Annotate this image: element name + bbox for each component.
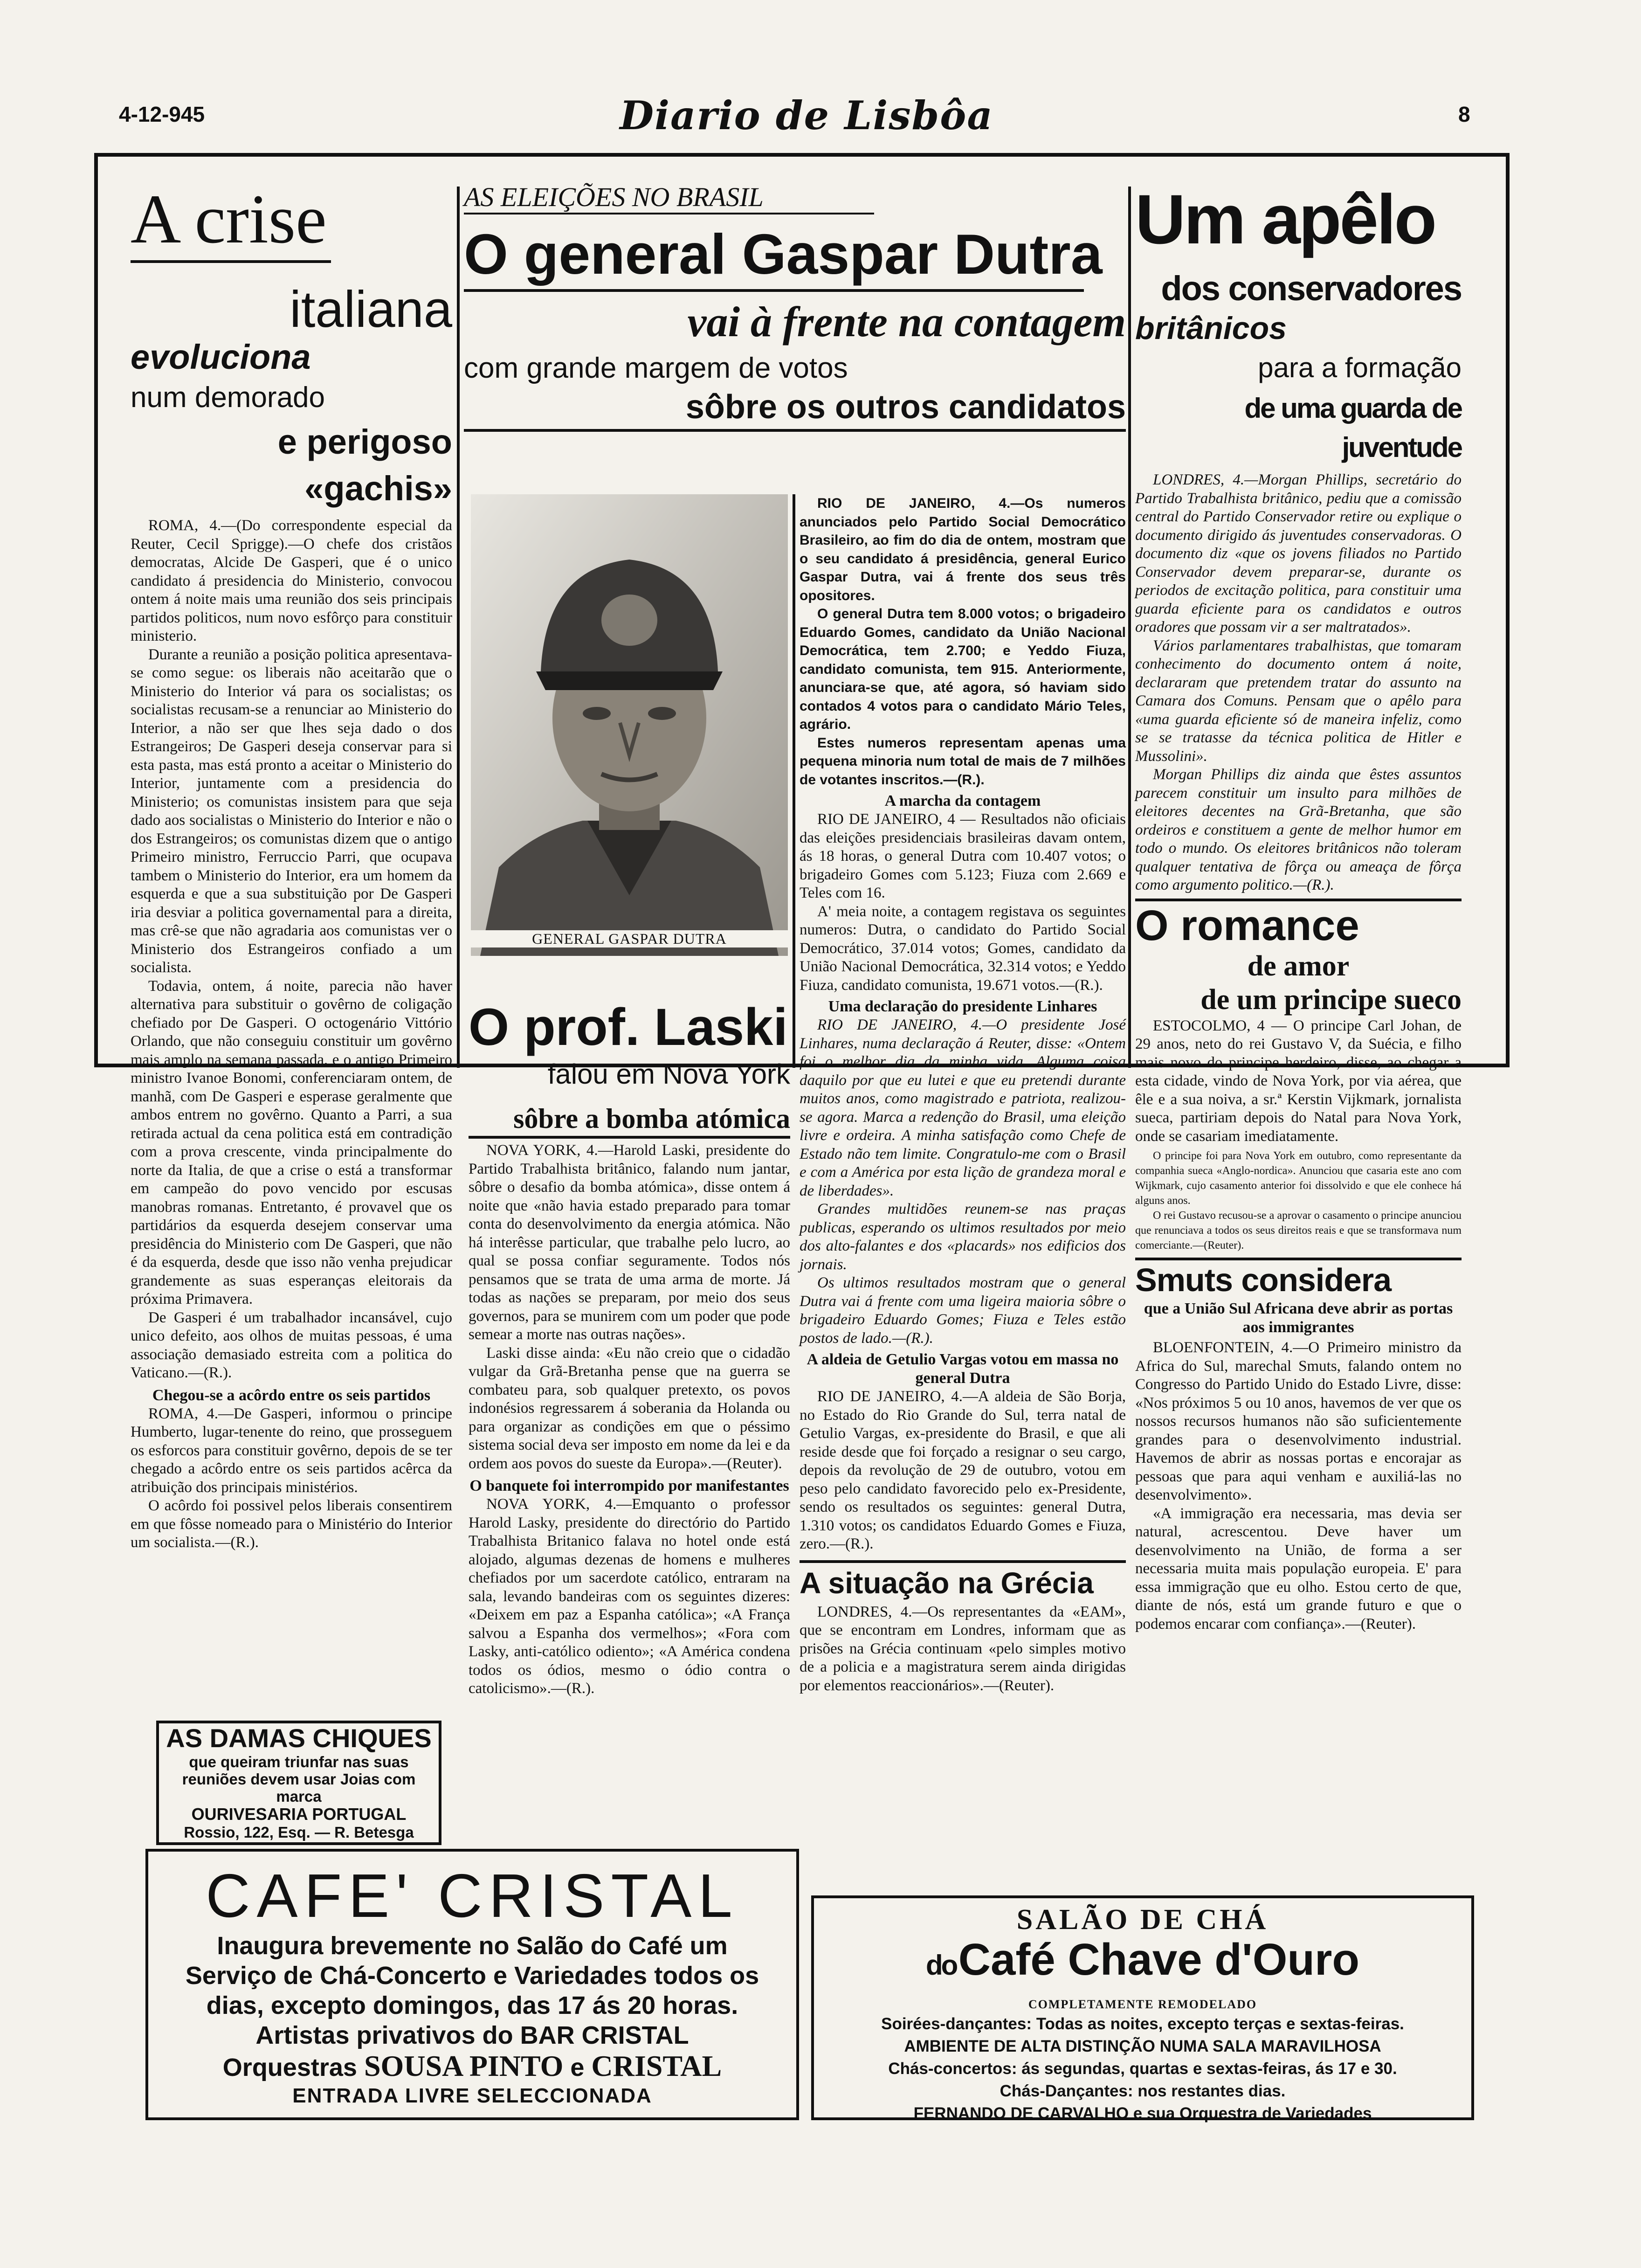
paragraph: RIO DE JANEIRO, 4.—Os numeros anunciados pelo Partido Social Democrático Brasileiro, ao fim do dia de ontem, mostram que o seu candidato á presidência, general Eurico Gaspar Dutra, vai á frente dos seus três opositores.	[800, 496, 1126, 603]
ad-title-top: SALÃO DE CHÁ	[1016, 1904, 1269, 1936]
ad-text: e	[570, 2054, 585, 2081]
headline-rule	[131, 260, 331, 263]
ad-title-row	[814, 1936, 1471, 1996]
headline-a-crise: A crise	[131, 180, 327, 258]
headline-formacao: para a formação	[1258, 352, 1462, 383]
article-body	[800, 1016, 1126, 1348]
paragraph: O acôrdo foi possivel pelos liberais consentirem em que fôsse nomeado para o Ministério do Interior um socialista.—(R.).	[131, 1497, 452, 1551]
ad-title: AS DAMAS CHIQUES	[166, 1723, 432, 1753]
headline-rule	[464, 429, 1126, 432]
ad-line: marca	[276, 1788, 322, 1805]
article-body	[800, 1388, 1126, 1554]
paragraph: Vários parlamentares trabalhistas, que tomaram conhecimento do documento ontem á noite, declararam que pretendem tratar do assunto na Camara dos Comuns. Pensam que o apêlo para «uma guarda eficiente só de maneira infeliz, como se se tratasse da técnica politica de Hitler e Mussolini».	[1135, 637, 1462, 765]
ad-cafe-cristal	[145, 1849, 799, 2120]
photo-general-dutra	[471, 494, 788, 956]
paragraph: Durante a reunião a posição politica apresentava-se como segue: os liberais não aceitarão que o Ministerio do Interior vá para os socialistas; os socialistas recusam-se a renunciar ao Ministerio do Interior, a não ser que lhes seja dado o dos Estrangeiros; De Gasperi deseja conservar para si esta pasta, mas está pronto a aceitar o Ministerio do Interior, juntamente com a presidencia do Ministerio; os comunistas insistem para que seja dado aos socialistas o Ministerio do Interior e não o dos Estrangeiros; os comunistas dizem que o antigo Primeiro ministro, Ferruccio Parri, que ocupava tambem o Ministerio do Interior, era um homem da esquerda e que a sua substituição por De Gasperi iria desviar a politica governamental para a direita, mas crê-se que não agradaria aos comunistas ver o Ministerio dos Estrangeiros confiado a um socialista.	[131, 646, 452, 976]
issue-date: 4-12-945	[119, 102, 205, 126]
column-rule-2	[1128, 187, 1131, 1068]
ad-line: FERNANDO DE CARVALHO e sua Orquestra de Variedades	[913, 2104, 1372, 2123]
headline-rule	[464, 289, 1084, 292]
ad-line: Chás-Dançantes: nos restantes dias.	[1000, 2082, 1286, 2100]
ad-text: SOUSA PINTO	[364, 2049, 564, 2082]
article-brazil-elections-body	[800, 494, 1126, 1695]
ad-line: que queiram triunfar nas suas	[189, 1753, 409, 1770]
ad-line: Soirées-dançantes: Todas as noites, excepto terças e sextas-feiras.	[881, 2015, 1404, 2033]
headline-outros-candidatos: sôbre os outros candidatos	[685, 388, 1126, 426]
paragraph: O principe foi para Nova York em outubro, como representante da companhia sueca «Anglo-nordica». Anunciou que casaria este ano com Wijkmark, cujo casamento anterior foi dissolvido e que ele conhece há alguns anos.	[1135, 1150, 1462, 1207]
headline-perigoso-gachis: e perigoso «gachis»	[277, 422, 452, 508]
paragraph: «A immigração era necessaria, mas devia ser natural, acrescentou. Deve haver um desenvolvimento na União, de forma a ser necessaria muita mais população europeia. E' para essa immigração que eu olho. Estou certo de que, diante de nós, está um grande futuro e que o podemos encarar com confiança».—(Reuter).	[1135, 1505, 1462, 1632]
headline-italiana: italiana	[290, 281, 452, 338]
subheading-acordo: Chegou-se a acôrdo entre os seis partidos	[152, 1386, 431, 1404]
paragraph: O general Dutra tem 8.000 votos; o brigadeiro Eduardo Gomes, candidato da União Nacional Democrática, tem 2.700; e Yeddo Fiuza, candidato comunista, tem 915. Anteriormente, anunciara-se que, até agora, só haviam sido contados 4 votos para o candidato Mário Teles, agrário.	[800, 606, 1126, 732]
subheading-linhares: Uma declaração do presidente Linhares	[828, 998, 1097, 1015]
article-body	[1135, 1339, 1462, 1633]
article-body	[800, 810, 1126, 995]
portrait-image	[471, 494, 788, 956]
ad-line: dias, excepto domingos, das 17 ás 20 horas.	[206, 1991, 738, 2019]
article-laski	[469, 998, 790, 1698]
paragraph: NOVA YORK, 4.—Harold Laski, presidente do Partido Trabalhista britânico, falando num jantar, sôbre o desafio da bomba atómica», disse ontem á noite que «não havia estado preparado para tomar conta do desenvolvimento da energia atómica. Não há interêsse particular, que trabalhe pelo lucro, ao qual se possa confiar seguramente. Todos nós pensamos que se trata de uma arma de morte. Já todas as nações se preparam, por meio dos seus governos, para se munirem com um poder que pode semear a morte nas outras nações».	[469, 1142, 790, 1343]
paragraph: RIO DE JANEIRO, 4.—O presidente José Linhares, numa declaração á Reuter, disse: «Ontem foi o melhor dia da minha vida. Alguma coisa daquilo por que eu lutei e que eu pretendi durante muitos anos, como magistrado e patriota, realizou-se agora. Marca a redenção do Brasil, uma eleição livre e ordeira. A minha satisfação como Chefe de Estado não tem limite. Congratulo-me com o Brasil e com a América por esta lição de grandeza moral e de liberdades».	[800, 1016, 1126, 1199]
article-body	[469, 1141, 790, 1473]
ad-text: Orquestras	[222, 2054, 357, 2081]
headline-smuts: Smuts considera	[1135, 1262, 1392, 1298]
newspaper-masthead: Diario de Lisbôa	[620, 92, 993, 138]
article-brazil-elections	[464, 182, 1126, 432]
paragraph: LONDRES, 4.—Morgan Phillips, secretário do Partido Trabalhista britânico, pediu que a comissão central do Partido Conservador retire ou explique o documento dirigido ás juventudes conservadoras. O documento diz «que os jovens filiados no Partido Conservador devem preparar-se, durante os periodos de excitação politica, para constituir uma guarda eficiente para os candidatos e outros oradores que possam vir a ser maltratados».	[1135, 471, 1462, 636]
ad-line: Inaugura brevemente no Salão do Café um	[217, 1932, 728, 1960]
article-body-small	[1135, 1148, 1462, 1253]
ad-text: CRISTAL	[591, 2049, 722, 2082]
article-body-2	[469, 1495, 790, 1698]
headline-grecia: A situação na Grécia	[800, 1566, 1094, 1600]
ad-line: Rossio, 122, Esq. — R. Betesga	[184, 1824, 414, 1841]
article-italian-crisis	[131, 182, 452, 1552]
headline-rule	[469, 1136, 790, 1139]
ad-line: Chás-concertos: ás segundas, quartas e sextas-feiras, ás 17 e 30.	[888, 2060, 1397, 2078]
subheading-getulio: A aldeia de Getulio Vargas votou em massa no general Dutra	[807, 1351, 1119, 1387]
paragraph: RIO DE JANEIRO, 4 — Resultados não oficiais das eleições presidenciais brasileiras davam ontem, ás 18 horas, o general Dutra com 10.407 votos; o brigadeiro Gomes com 5.123; Fiuza com 2.669 e Teles com 16.	[800, 811, 1126, 901]
paragraph: ROMA, 4.—De Gasperi, informou o principe Humberto, lugar-tenente do reino, que prosseguem os esforcos para constituir govêrno, depois de se ter chegado a acôrdo entre os seis partidos acêrca da atribuição dos principais ministérios.	[131, 1405, 452, 1496]
ad-line-orquestras	[148, 2050, 796, 2083]
ad-line: AMBIENTE DE ALTA DISTINÇÃO NUMA SALA MARAVILHOSA	[904, 2037, 1381, 2055]
ad-line: Artistas privativos do BAR CRISTAL	[255, 2021, 689, 2049]
article-lead	[800, 494, 1126, 789]
column-rule-1	[457, 187, 460, 1068]
paragraph: NOVA YORK, 4.—Emquanto o professor Harold Lasky, presidente do directório do Partido Trabalhista Britanico falava no hotel onde está alojado, algumas dezenas de homens e mulheres chefiados por um sacerdote católico, entraram na sala, levando bandeiras com os seguintes dizeres: «Deixem em paz a Espanha católica»; «A França salvou a Espanha dos vermelhos»; «Fora com Lasky, anti-católico odiento»; «A América condena todos os ódios, mesmo o ódio contra o catolicismo».—(R.).	[469, 1496, 790, 1697]
headline-nova-york: falou em Nova York	[547, 1058, 790, 1090]
subheading-banquete: O banquete foi interrompido por manifestantes	[469, 1477, 789, 1494]
column-rule-3	[793, 494, 795, 1068]
article-body	[131, 517, 452, 1383]
paragraph: BLOENFONTEIN, 4.—O Primeiro ministro da Africa do Sul, marechal Smuts, falando ontem no Congresso do Partido Unido do Estado Livre, disse: «Nos próximos 5 ou 10 anos, havemos de ver que os nossos recursos humanos não são suficientemente grandes para o desenvolvimento industrial. Havemos de abrir as nossas portas e encorajar as pessoas que para aqui venham e auxiliá-las no desenvolvimento».	[1135, 1339, 1462, 1503]
paragraph: Os ultimos resultados mostram que o general Dutra vai á frente com uma ligeira maioria sôbre o brigadeiro Eduardo Gomes; Fiuza e Teles estão postos de lado.—(R.).	[800, 1274, 1126, 1347]
headline-de-amor: de amor	[1247, 950, 1350, 982]
subheading-smuts: que a União Sul Africana deve abrir as portas aos immigrantes	[1144, 1300, 1453, 1336]
headline-romance: O romance	[1135, 901, 1359, 949]
paragraph: O rei Gustavo recusou-se a aprovar o casamento o principe anunciou que renunciava a todos os seus direitos reais e que se transformava num comerciante.—(Reuter).	[1135, 1210, 1462, 1252]
paragraph: A' meia noite, a contagem registava os seguintes numeros: Dutra, o candidato do Partido Social Democrático, 37.014 votos; Gomes, candidato da União Nacional Democrática, 32.314 votos; e Yeddo Fiuza, candidato comunista, 19.671 votos.—(R.).	[800, 903, 1126, 994]
ad-line: Serviço de Chá-Concerto e Variedades todos os	[185, 1962, 759, 1990]
article-conservatives	[1135, 182, 1462, 1633]
paragraph: Laski disse ainda: «Eu não creio que o cidadão vulgar da Grã-Bretanha pense que na guerra se combateu para, sob qualquer pretexto, os povos indonésios regressarem á soberania da Holanda ou para organizar as condições em que o péssimo sistema social deva ser imposto em nome da lei e da ordem aos povos do sueste da Europa».—(Reuter).	[469, 1344, 790, 1472]
paragraph: Todavia, ontem, á noite, parecia não haver alternativa para substituir o govêrno de coligação chefiado por De Gasperi. O octogenário Vittório Orlando, que não conseguiu constituir um govêrno mais amplo na semana passada, e o antigo Primeiro ministro Ivanoe Bonomi, conferenciaram ontem, de manhã, com De Gasperi e esperase geralmente que ambos entrem no govêrno. Quanto a Parri, a sua retirada actual da cena politica está em contradição com a prova crescente, vinda principalmente do norte da Italia, de que a crise o está a transformar em campeão do povo vencido por escusas manobras romanas. Entretanto, é provavel que os partidários da esquerda desejem conservar uma presidência do Ministerio com De Gasperi, que não é da esquerda, desde que isso não venha prejudicar grandemente as suas esperanças eleitorais da próxima Primavera.	[131, 977, 452, 1307]
paragraph: Morgan Phillips diz ainda que êstes assuntos parecem constituir um insulto para milhões de eleitores decentes na Grã-Bretanha, que são ordeiros e constituem a gente de melhor humor em todo o mundo. Os eleitores britânicos não toleram qualquer tentativa de fôrça ou ameaça de fôrça como argumento politico.—(R.).	[1135, 766, 1462, 893]
ad-line: reuniões devem usar Joias com	[182, 1770, 416, 1788]
article-body	[800, 1603, 1126, 1695]
paragraph: ESTOCOLMO, 4 — O principe Carl Johan, de 29 anos, neto do rei Gustavo V, da Suécia, e filho mais novo do principe herdeiro, disse, ao chegar a esta cidade, vindo de Nova York, por via aérea, que êle e a sua noiva, a sr.ª Kerstin Vijkmark, jornalista sueca, partiriam depois do Natal para Nova York, onde se casariam imediatamente.	[1135, 1017, 1462, 1145]
paragraph: Grandes multidões reunem-se nas praças publicas, esperando os ultimos resultados por meio dos alto-falantes e dos «placards» nos edificios dos jornais.	[800, 1201, 1126, 1273]
kicker-eleicoes: AS ELEIÇÕES NO BRASIL	[464, 182, 874, 214]
page-number: 8	[1458, 102, 1470, 126]
headline-num-demorado: num demorado	[131, 381, 325, 414]
headline-evoluciona: evoluciona	[131, 338, 311, 376]
headline-grande-margem: com grande margem de votos	[464, 352, 848, 384]
paragraph: Estes numeros representam apenas uma pequena minoria num total de mais de 7 milhões de votantes inscritos.—(R.).	[800, 735, 1126, 788]
headline-um-apelo: Um apêlo	[1135, 180, 1435, 258]
ad-text: do	[925, 1950, 957, 1981]
article-body	[1135, 1017, 1462, 1146]
paragraph: RIO DE JANEIRO, 4.—A aldeia de São Borja, no Estado do Rio Grande do Sul, terra natal de Getulio Vargas, ex-presidente do Brasil, e que ali reside desde que foi forçado a resignar o seu cargo, depois da revolução de 29 de outubro, votou em peso pelo candidato favorecido pelo ex-Presidente, sendo os resultados os seguintes: general Dutra, 1.310 votos; os candidatos Eduardo Gomes e Fiuza, zero.—(R.).	[800, 1388, 1126, 1552]
headline-britanicos: britânicos	[1135, 311, 1287, 346]
ad-line: OURIVESARIA PORTUGAL	[191, 1805, 407, 1824]
subheading-marcha: A marcha da contagem	[884, 792, 1041, 809]
article-body-2	[131, 1405, 452, 1552]
paragraph: LONDRES, 4.—Os representantes da «EAM», que se encontram em Londres, informam que as prisões na Grécia continuam «pelo simples motivo de a policia e a magistratura serem ainda dirigidas por elementos reaccionários».—(Reuter).	[800, 1603, 1126, 1694]
ad-damas-chiques	[156, 1721, 441, 1845]
ad-title-main: Café Chave d'Ouro	[958, 1935, 1360, 1984]
headline-vai-a-frente: vai à frente na contagem	[687, 298, 1126, 346]
ad-title: CAFE' CRISTAL	[206, 1861, 739, 1930]
headline-conservadores: dos conservadores	[1161, 269, 1462, 308]
headline-gaspar-dutra: O general Gaspar Dutra	[464, 222, 1103, 286]
headline-principe-sueco: de um principe sueco	[1200, 983, 1462, 1016]
photo-caption: GENERAL GASPAR DUTRA	[471, 930, 788, 947]
ad-line: ENTRADA LIVRE SELECCIONADA	[292, 2084, 652, 2107]
paragraph: De Gasperi é um trabalhador incansável, cujo unico defeito, aos olhos de muitas pessoas, é uma associação demasiado estreita com a politica do Vaticano.—(R.).	[131, 1309, 452, 1381]
paragraph: ROMA, 4.—(Do correspondente especial da Reuter, Cecil Sprigge).—O chefe dos cristãos democratas, Alcide De Gasperi, que é o unico candidato á presidencia do Ministerio, convocou ontem á noite mais uma reunião dos seis principais partidos politicos, num novo esfôrço para constituir ministerio.	[131, 517, 452, 644]
article-body	[1135, 471, 1462, 895]
headline-bomba-atomica: sôbre a bomba atómica	[513, 1103, 790, 1134]
headline-prof-laski: O prof. Laski	[469, 998, 788, 1056]
headline-guarda-juventude: de uma guarda de juventude	[1244, 393, 1462, 463]
ad-cafe-chave-douro	[811, 1895, 1474, 2123]
ad-subtitle: COMPLETAMENTE REMODELADO	[1028, 1998, 1257, 2011]
